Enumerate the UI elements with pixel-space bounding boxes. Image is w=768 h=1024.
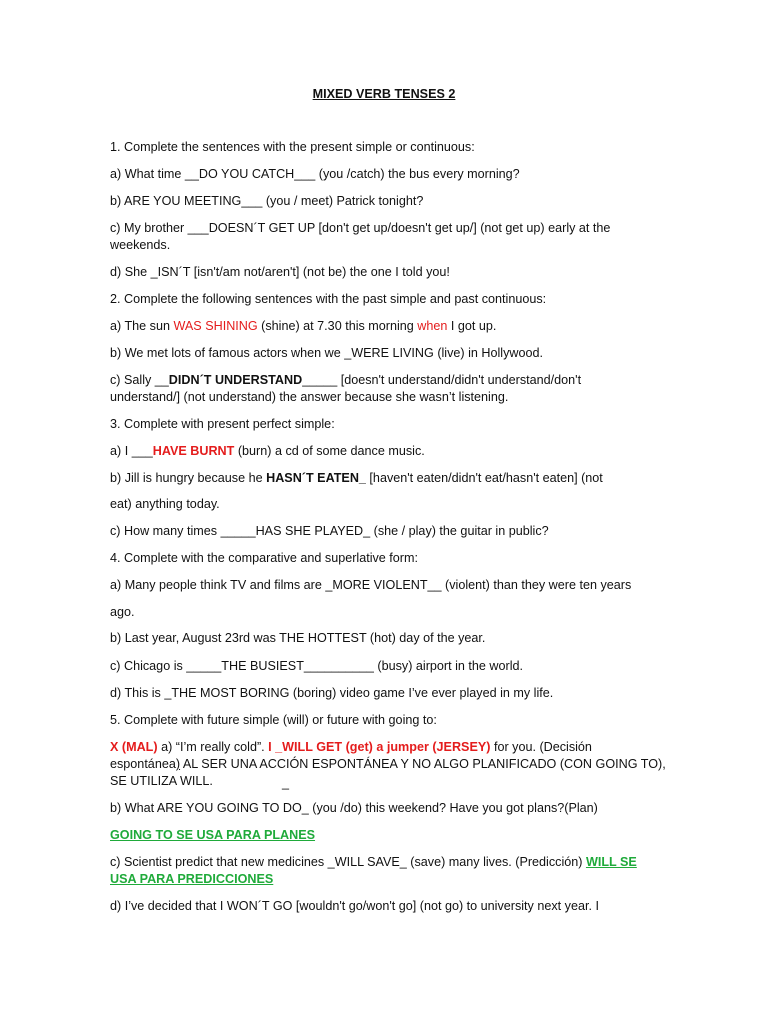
s2-a-text1: a) The sun bbox=[110, 319, 174, 333]
s1-b: b) ARE YOU MEETING___ (you / meet) Patrick tonight? bbox=[110, 194, 424, 208]
s5-going-to-note: GOING TO SE USA PARA PLANES bbox=[110, 828, 316, 842]
s5-a-text1: a) “I’m really cold”. bbox=[157, 740, 269, 754]
s2-a-text2: (shine) at 7.30 this morning bbox=[257, 319, 418, 333]
s5-a-line3: SE UTILIZA WILL. bbox=[110, 774, 213, 788]
s5-a-answer: I _WILL GET (get) a jumper (JERSEY) bbox=[268, 740, 491, 754]
s1-c-line2: weekends. bbox=[110, 238, 171, 252]
section-2-heading: 2. Complete the following sentences with the past simple and past continuous: bbox=[110, 292, 547, 306]
s2-c-text1: c) Sally __ bbox=[110, 373, 169, 387]
s4-a-line2: ago. bbox=[110, 605, 135, 619]
s1-c-line1: c) My brother ___DOESN´T GET UP [don't get up/doesn't get up/] (not get up) early at the bbox=[110, 221, 611, 235]
s2-c-line2: understand/] (not understand) the answer because she wasn’t listening. bbox=[110, 390, 509, 404]
s1-a: a) What time __DO YOU CATCH___ (you /catch) the bus every morning? bbox=[110, 167, 520, 181]
s2-a-answer: WAS SHINING bbox=[173, 319, 258, 333]
s5-a-text4: AL SER UNA ACCIÓN ESPONTÁNEA Y NO ALGO PLANIFICADO (CON GOING TO), bbox=[180, 757, 666, 771]
section-3-heading: 3. Complete with present perfect simple: bbox=[110, 417, 335, 431]
s5-c-line2: USA PARA PREDICCIONES bbox=[110, 872, 274, 886]
s2-c-line1 bbox=[110, 372, 670, 389]
s5-a-paren: ) bbox=[175, 757, 181, 771]
s4-d: d) This is _THE MOST BORING (boring) video game I’ve ever played in my life. bbox=[110, 686, 554, 700]
s5-c-line1 bbox=[110, 854, 670, 871]
s3-a-text2: (burn) a cd of some dance music. bbox=[234, 444, 425, 458]
s2-b: b) We met lots of famous actors when we _WERE LIVING (live) in Hollywood. bbox=[110, 346, 544, 360]
page-title: MIXED VERB TENSES 2 bbox=[312, 87, 456, 101]
s5-a-line1 bbox=[110, 739, 670, 756]
s1-d: d) She _ISN´T [isn't/am not/aren't] (not be) the one I told you! bbox=[110, 265, 450, 279]
s2-c-text2: _____ [doesn't understand/didn't understand/don't bbox=[302, 373, 582, 387]
s4-b: b) Last year, August 23rd was THE HOTTEST (hot) day of the year. bbox=[110, 631, 486, 645]
s3-a bbox=[110, 443, 670, 460]
s3-a-text1: a) I ___ bbox=[110, 444, 153, 458]
s3-b-line2: eat) anything today. bbox=[110, 497, 220, 511]
s2-a bbox=[110, 318, 670, 335]
s3-b-text1: b) Jill is hungry because he bbox=[110, 471, 267, 485]
s4-c: c) Chicago is _____THE BUSIEST__________ (busy) airport in the world. bbox=[110, 659, 524, 673]
s4-a-line1: a) Many people think TV and films are _MORE VIOLENT__ (violent) than they were ten years bbox=[110, 578, 632, 592]
s2-c-answer: DIDN´T UNDERSTAND bbox=[168, 373, 303, 387]
s5-a-blank: _ bbox=[282, 776, 290, 790]
s3-a-answer: HAVE BURNT bbox=[152, 444, 235, 458]
section-1-heading: 1. Complete the sentences with the present simple or continuous: bbox=[110, 140, 475, 154]
s5-b: b) What ARE YOU GOING TO DO_ (you /do) this weekend? Have you got plans?(Plan) bbox=[110, 801, 598, 815]
s5-d: d) I’ve decided that I WON´T GO [wouldn't go/won't go] (not go) to university next year. I bbox=[110, 899, 599, 913]
s3-b-text2: [haven't eaten/didn't eat/hasn't eaten] (not bbox=[365, 471, 603, 485]
s3-b-answer: HASN´T EATEN_ bbox=[266, 471, 366, 485]
section-4-heading: 4. Complete with the comparative and superlative form: bbox=[110, 551, 418, 565]
s5-a-line2 bbox=[110, 756, 670, 773]
s3-b-line1 bbox=[110, 470, 670, 487]
s5-c-text1: c) Scientist predict that new medicines _WILL SAVE_ (save) many lives. (Predicción) bbox=[110, 855, 586, 869]
s2-a-when: when bbox=[417, 319, 448, 333]
s5-c-will-note: WILL SE bbox=[585, 855, 637, 869]
s5-a-mark: X (MAL) bbox=[110, 740, 158, 754]
s5-a-text2: for you. (Decisión bbox=[490, 740, 592, 754]
s5-a-text3: espontánea bbox=[110, 757, 176, 771]
s3-c: c) How many times _____HAS SHE PLAYED_ (she / play) the guitar in public? bbox=[110, 524, 549, 538]
section-5-heading: 5. Complete with future simple (will) or future with going to: bbox=[110, 713, 437, 727]
s2-a-text3: I got up. bbox=[447, 319, 497, 333]
